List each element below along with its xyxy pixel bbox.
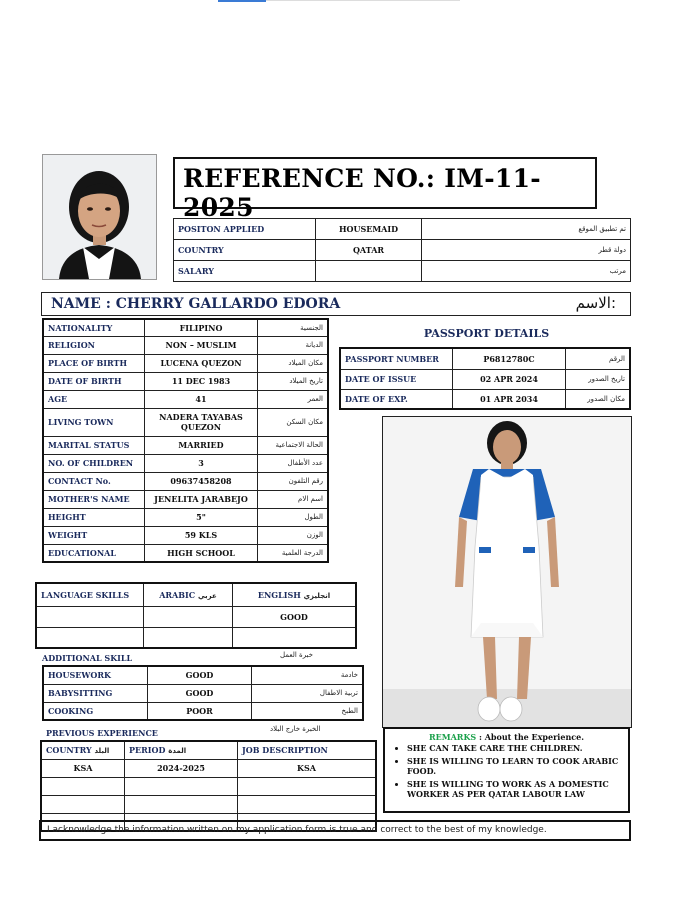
personal-row-arabic: مكان الميلاد bbox=[258, 354, 329, 372]
personal-row-arabic: اسم الام bbox=[258, 490, 329, 508]
passport-row-value: P6812780C bbox=[453, 348, 566, 369]
position-row bbox=[174, 219, 631, 240]
skill-row-value: POOR bbox=[148, 702, 252, 720]
passport-row-label: DATE OF EXP. bbox=[340, 389, 453, 409]
personal-row-arabic: رقم التلفون bbox=[258, 472, 329, 490]
passport-row bbox=[340, 389, 630, 409]
personal-row-value: JENELITA JARABEJO bbox=[145, 490, 258, 508]
personal-row-arabic: مكان السكن bbox=[258, 408, 329, 436]
arabic-level bbox=[144, 606, 233, 627]
personal-row-label: NO. OF CHILDREN bbox=[43, 454, 145, 472]
skill-row-arabic: تربية الاطفال bbox=[252, 684, 364, 702]
acknowledgement-box bbox=[39, 820, 631, 841]
additional-skill-label: ADDITIONAL SKILL bbox=[42, 653, 133, 663]
passport-row-arabic: مكان الصدور bbox=[566, 389, 631, 409]
language-empty-row bbox=[36, 627, 356, 648]
reference-number: REFERENCE NO.: IM-11-2025 bbox=[183, 164, 541, 222]
personal-row bbox=[43, 372, 328, 390]
remarks-item: • SHE CAN TAKE CARE THE CHILDREN. bbox=[407, 743, 625, 753]
position-arabic: تم تطبيق الموقع bbox=[422, 219, 631, 240]
passport-row-value: 02 APR 2024 bbox=[453, 369, 566, 389]
english-header bbox=[233, 583, 357, 606]
arabic-header-ar: عربي bbox=[197, 591, 217, 600]
personal-row-arabic: الجنسية bbox=[258, 319, 329, 336]
personal-row-value: FILIPINO bbox=[145, 319, 258, 336]
personal-row bbox=[43, 544, 328, 562]
personal-row-label: MOTHER'S NAME bbox=[43, 490, 145, 508]
language-level-row bbox=[36, 606, 356, 627]
skill-row-label: HOUSEWORK bbox=[43, 666, 148, 684]
experience-period bbox=[125, 777, 238, 795]
applicant-headshot-photo bbox=[42, 154, 157, 280]
personal-row-label: EDUCATIONAL bbox=[43, 544, 145, 562]
acknowledgement-text: I acknowledge the information written on my application form is true and correct to the best of my knowledge. bbox=[47, 825, 547, 835]
experience-country bbox=[41, 795, 125, 813]
language-empty-cell bbox=[36, 627, 144, 648]
experience-table bbox=[40, 740, 377, 832]
personal-row-value: 09637458208 bbox=[145, 472, 258, 490]
personal-row-value: 11 DEC 1983 bbox=[145, 372, 258, 390]
experience-period bbox=[125, 795, 238, 813]
passport-details-title: PASSPORT DETAILS bbox=[423, 327, 550, 340]
personal-row-label: CONTACT No. bbox=[43, 472, 145, 490]
country-value: QATAR bbox=[316, 240, 422, 261]
experience-country: KSA bbox=[41, 759, 125, 777]
personal-row-arabic: تاريخ الميلاد bbox=[258, 372, 329, 390]
skill-row-value: GOOD bbox=[148, 666, 252, 684]
personal-row-label: DATE OF BIRTH bbox=[43, 372, 145, 390]
language-skills-label: LANGUAGE SKILLS bbox=[36, 583, 144, 606]
experience-row bbox=[41, 759, 376, 777]
skill-row-label: COOKING bbox=[43, 702, 148, 720]
salary-row bbox=[174, 261, 631, 282]
english-header-en: ENGLISH bbox=[257, 589, 301, 600]
top-divider bbox=[266, 0, 460, 1]
remarks-item: • SHE IS WILLING TO LEARN TO COOK ARABIC FOOD. bbox=[407, 756, 625, 776]
personal-row-value: MARRIED bbox=[145, 436, 258, 454]
personal-row-arabic: العمر bbox=[258, 390, 329, 408]
country-header-ar: البلد bbox=[94, 747, 110, 756]
passport-row bbox=[340, 348, 630, 369]
language-skills-table bbox=[35, 582, 357, 649]
language-header-row bbox=[36, 583, 356, 606]
previous-experience-arabic: الخبرة خارج البلاد bbox=[270, 725, 321, 733]
name-arabic-label: الاسم: bbox=[575, 294, 616, 312]
personal-row-label: MARITAL STATUS bbox=[43, 436, 145, 454]
salary-value bbox=[316, 261, 422, 282]
position-value: HOUSEMAID bbox=[316, 219, 422, 240]
additional-skill-table bbox=[42, 665, 364, 721]
personal-row-arabic: الوزن bbox=[258, 526, 329, 544]
position-table bbox=[173, 218, 631, 282]
personal-row-label: LIVING TOWN bbox=[43, 408, 145, 436]
arabic-header-en: ARABIC bbox=[159, 589, 196, 600]
personal-row bbox=[43, 390, 328, 408]
skill-row-label: BABYSITTING bbox=[43, 684, 148, 702]
position-label: POSITON APPLIED bbox=[174, 219, 316, 240]
remarks-heading bbox=[385, 732, 628, 742]
previous-experience-label: PREVIOUS EXPERIENCE bbox=[46, 728, 158, 738]
passport-row-arabic: الرقم bbox=[566, 348, 631, 369]
experience-row bbox=[41, 777, 376, 795]
personal-row-value: 41 bbox=[145, 390, 258, 408]
personal-row-arabic: الدرجة العلمية bbox=[258, 544, 329, 562]
personal-row-label: HEIGHT bbox=[43, 508, 145, 526]
skill-row bbox=[43, 684, 363, 702]
skill-row bbox=[43, 702, 363, 720]
salary-label: SALARY bbox=[174, 261, 316, 282]
skill-row-arabic: خادمة bbox=[252, 666, 364, 684]
experience-row bbox=[41, 795, 376, 813]
reference-number-box bbox=[173, 157, 597, 222]
applicant-name: NAME : CHERRY GALLARDO EDORA bbox=[51, 296, 341, 312]
personal-row-value: 3 bbox=[145, 454, 258, 472]
top-accent-bar bbox=[218, 0, 266, 2]
personal-row bbox=[43, 319, 328, 336]
personal-row bbox=[43, 472, 328, 490]
country-arabic: دولة قطر bbox=[422, 240, 631, 261]
personal-row bbox=[43, 508, 328, 526]
experience-job bbox=[238, 777, 377, 795]
personal-row-value: NON – MUSLIM bbox=[145, 336, 258, 354]
arabic-header bbox=[144, 583, 233, 606]
personal-details-table bbox=[42, 318, 329, 563]
english-level: GOOD bbox=[233, 606, 357, 627]
personal-row bbox=[43, 526, 328, 544]
personal-row-label: RELIGION bbox=[43, 336, 145, 354]
experience-country bbox=[41, 777, 125, 795]
experience-period: 2024-2025 bbox=[125, 759, 238, 777]
personal-row bbox=[43, 436, 328, 454]
personal-row-label: NATIONALITY bbox=[43, 319, 145, 336]
country-row bbox=[174, 240, 631, 261]
period-header-ar: المدة bbox=[168, 747, 187, 756]
personal-row-label: PLACE OF BIRTH bbox=[43, 354, 145, 372]
experience-period-header bbox=[125, 741, 238, 759]
passport-row-value: 01 APR 2034 bbox=[453, 389, 566, 409]
remarks-list bbox=[385, 743, 625, 802]
skill-row bbox=[43, 666, 363, 684]
personal-row-arabic: الحالة الاجتماعية bbox=[258, 436, 329, 454]
applicant-full-body-photo bbox=[382, 416, 632, 728]
additional-skill-arabic: خبرة العمل bbox=[280, 651, 313, 659]
personal-row-value: HIGH SCHOOL bbox=[145, 544, 258, 562]
personal-row-arabic: الديانة bbox=[258, 336, 329, 354]
language-empty-cell bbox=[233, 627, 357, 648]
passport-row bbox=[340, 369, 630, 389]
language-empty-cell bbox=[36, 606, 144, 627]
language-empty-cell bbox=[144, 627, 233, 648]
personal-row-value: 5" bbox=[145, 508, 258, 526]
passport-table bbox=[339, 347, 631, 410]
skill-row-arabic: الطبخ bbox=[252, 702, 364, 720]
personal-row-label: AGE bbox=[43, 390, 145, 408]
experience-job: KSA bbox=[238, 759, 377, 777]
personal-row bbox=[43, 354, 328, 372]
english-header-ar: انجليزي bbox=[303, 591, 331, 600]
personal-row-arabic: عدد الأطفال bbox=[258, 454, 329, 472]
experience-job bbox=[238, 795, 377, 813]
remarks-item: • SHE IS WILLING TO WORK AS A DOMESTIC WORKER AS PER QATAR LABOUR LAW bbox=[407, 779, 625, 799]
personal-row-arabic: الطول bbox=[258, 508, 329, 526]
period-header-en: PERIOD bbox=[129, 745, 166, 756]
experience-job-header: JOB DESCRIPTION bbox=[238, 741, 377, 759]
personal-row bbox=[43, 408, 328, 436]
personal-row bbox=[43, 454, 328, 472]
passport-row-label: DATE OF ISSUE bbox=[340, 369, 453, 389]
personal-row-value: 59 KLS bbox=[145, 526, 258, 544]
personal-row bbox=[43, 336, 328, 354]
name-bar bbox=[41, 292, 631, 316]
experience-country-header bbox=[41, 741, 125, 759]
salary-arabic: مرتب bbox=[422, 261, 631, 282]
experience-header-row bbox=[41, 741, 376, 759]
remarks-subtitle: : About the Experience. bbox=[478, 732, 584, 742]
remarks-title: REMARKS bbox=[429, 732, 477, 742]
passport-row-arabic: تاريخ الصدور bbox=[566, 369, 631, 389]
remarks-box bbox=[383, 727, 630, 813]
skill-row-value: GOOD bbox=[148, 684, 252, 702]
personal-row-value: LUCENA QUEZON bbox=[145, 354, 258, 372]
personal-row-label: WEIGHT bbox=[43, 526, 145, 544]
passport-row-label: PASSPORT NUMBER bbox=[340, 348, 453, 369]
personal-row bbox=[43, 490, 328, 508]
country-header-en: COUNTRY bbox=[46, 745, 92, 756]
country-label: COUNTRY bbox=[174, 240, 316, 261]
personal-row-value: NADERA TAYABAS QUEZON bbox=[145, 408, 258, 436]
